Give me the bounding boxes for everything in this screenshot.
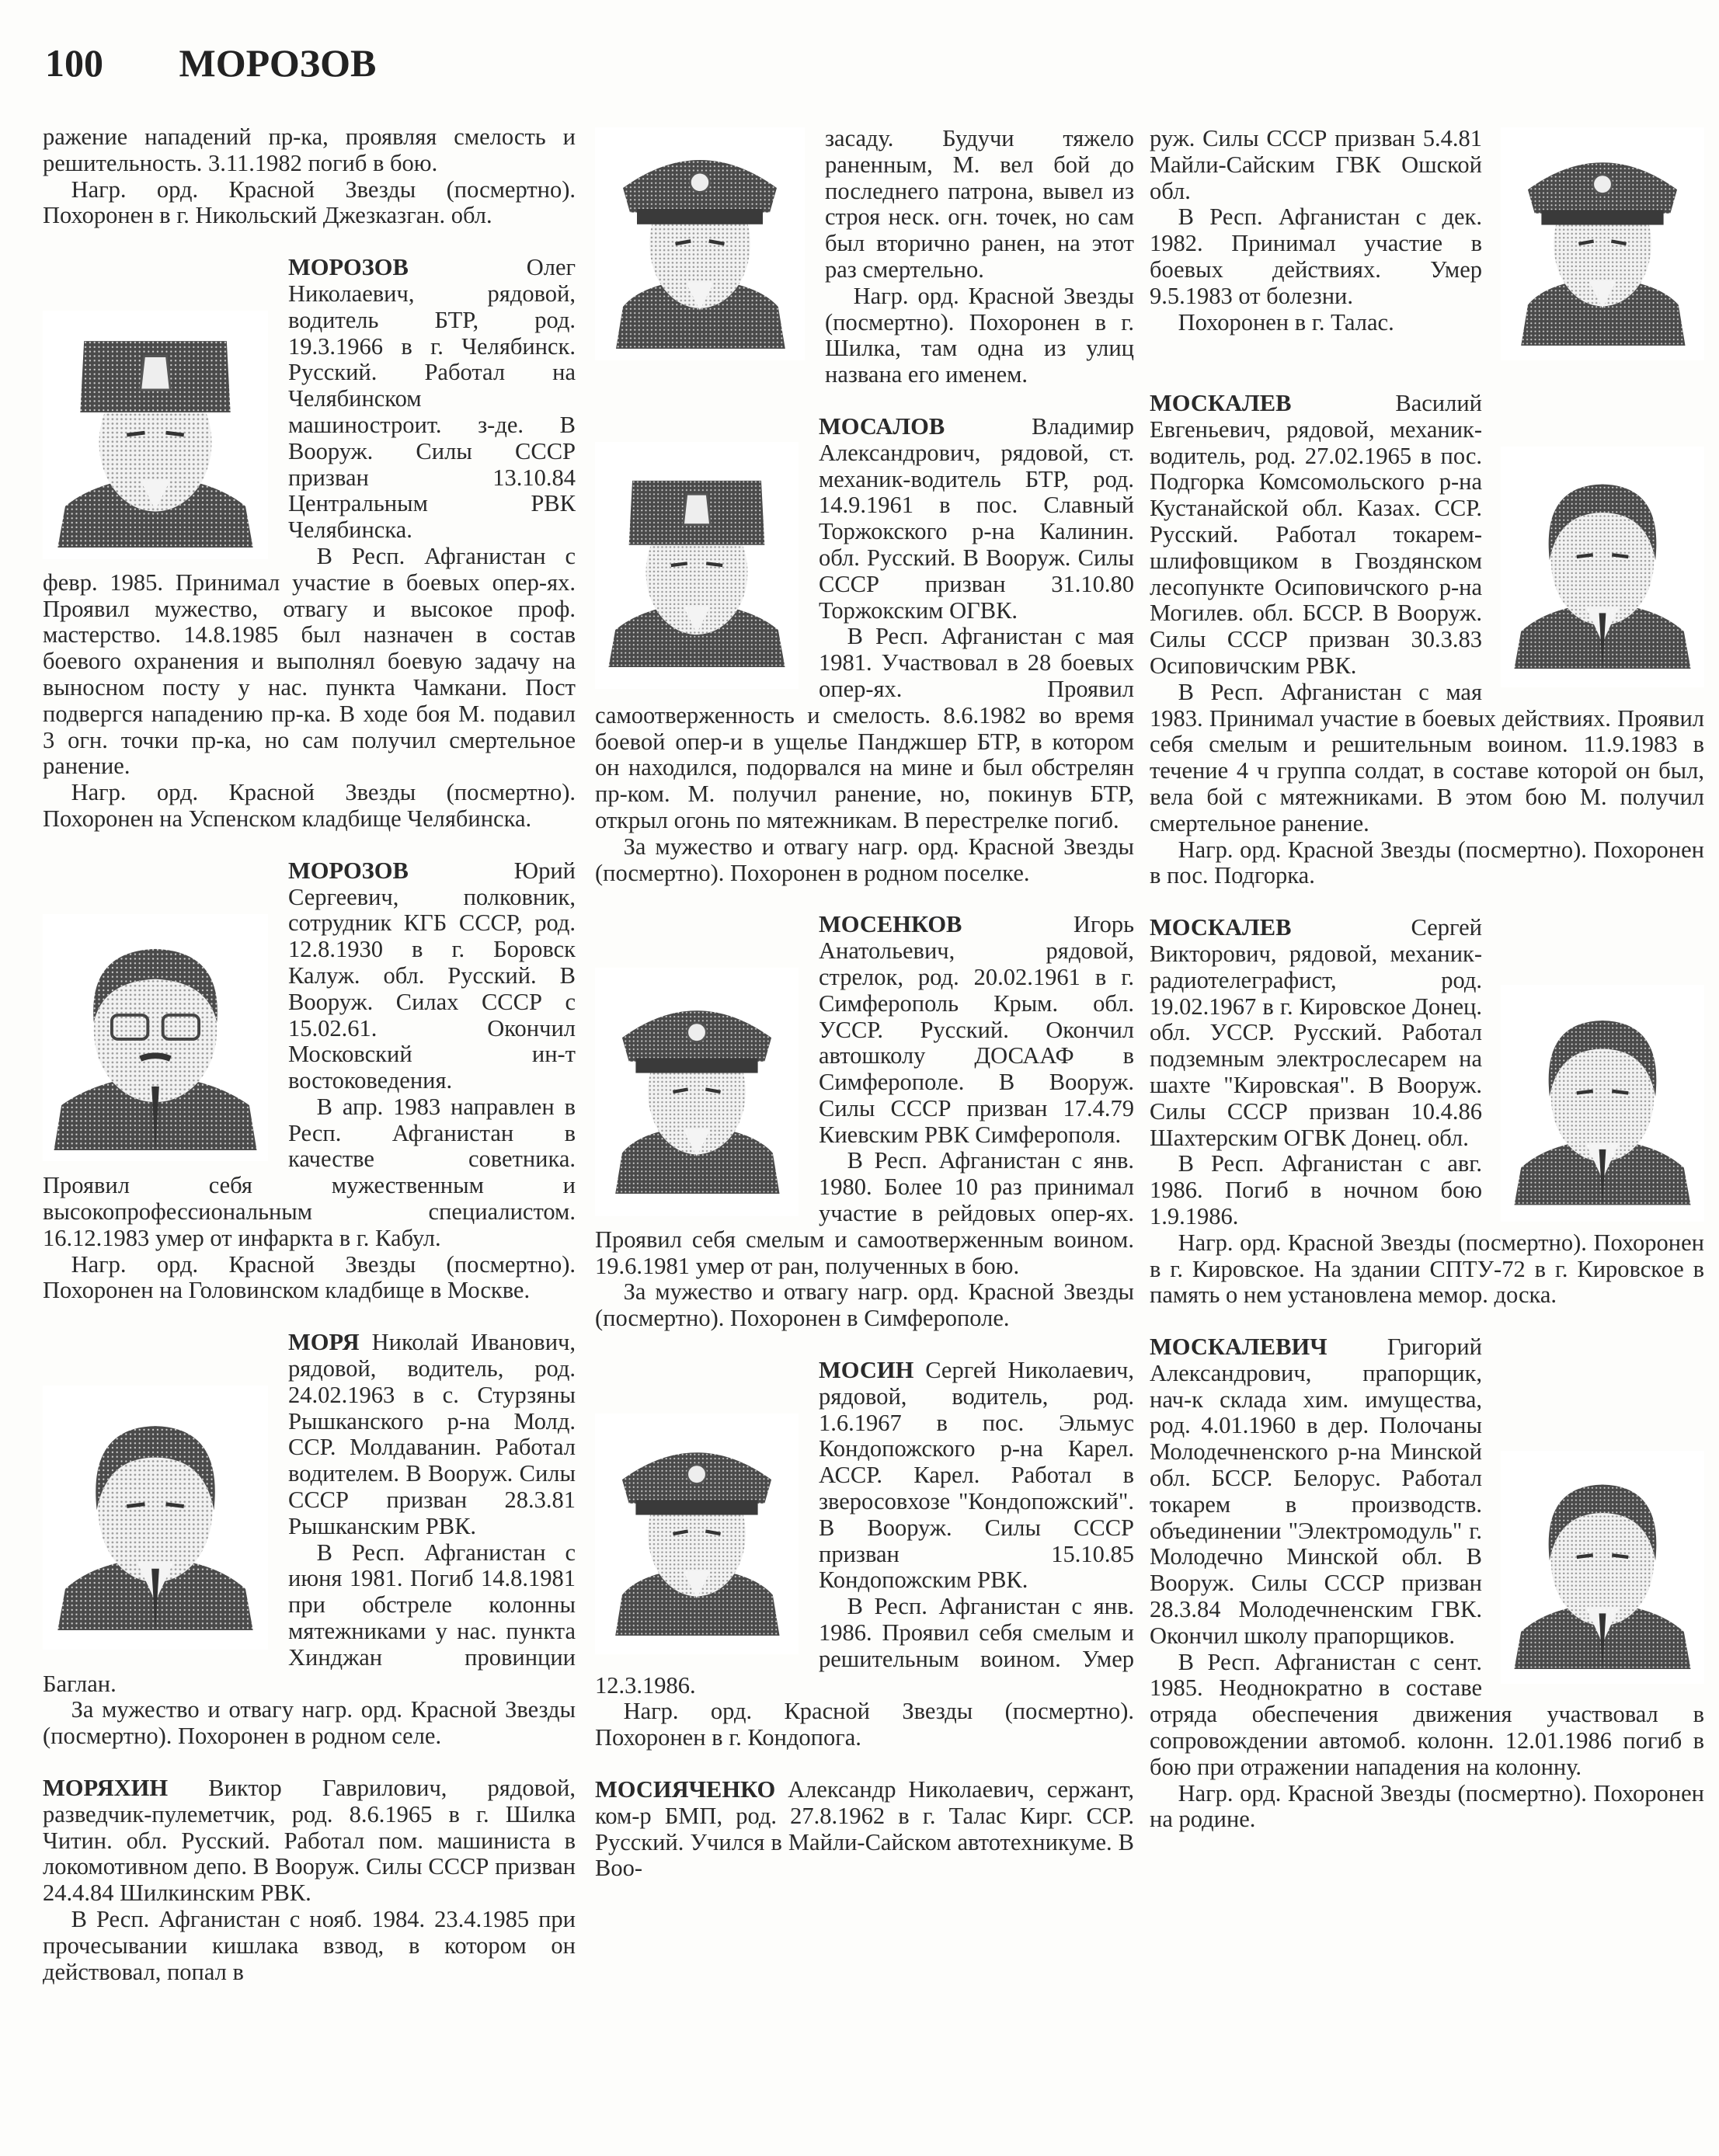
portrait-photo (595, 1414, 799, 1654)
entry-morya (43, 1330, 576, 1750)
portrait-photo (1501, 1451, 1704, 1684)
portrait-photo (43, 1386, 268, 1650)
portrait-photo (595, 442, 799, 689)
entry-morozov-oleg (43, 255, 576, 833)
entry-intro: Олег Николаевич, рядовой, водитель БТР, род. 19.3.1966 в г. Челябинск. Русский. Работал на Челябинском машиностроит. з-де. В Вооруж. Силы СССР призван 13.10.84 Центральным РВК Челябинска. (288, 254, 576, 544)
entry-continued (43, 124, 576, 229)
page-number: 100 (45, 41, 103, 85)
entry-intro: Юрий Сергеевич, полковник, сотрудник КГБ СССР, род. 12.8.1930 в г. Боровск Калуж. обл. Русский. В Вооруж. Силах СССР с 15.02.61. Окончил Московский ин-т востоковедения. (288, 857, 576, 1094)
portrait-photo (595, 968, 799, 1216)
entry-surname: МОСКАЛЕВИЧ (1150, 1334, 1328, 1361)
entry-moryakhin (43, 1775, 576, 1985)
entry-service: В Респ. Афганистан с мая 1983. Принимал участие в боевых действиях. Проявил себя смелым и решительным воином. 11.9.1983 в течение 4 ч группа солдат, в составе которой он был, вела бой с мятежниками. В этом бою М. получил смертельное ранение. (1150, 678, 1704, 836)
column-2 (595, 126, 1134, 1907)
entry-service: В апр. 1983 направлен в Респ. Афганистан в качестве советника. Проявил себя мужественным и высокопрофессиональным специалистом. 16.12.1983 умер от инфаркта в г. Кабул. (43, 1093, 576, 1251)
portrait-bareheaded-icon (1501, 985, 1704, 1222)
entry-surname: МОСИЯЧЕНКО (595, 1776, 776, 1803)
entry-surname: МОРОЗОВ (288, 857, 409, 884)
entry-mosalov (595, 414, 1134, 886)
entry-intro: Александр Николаевич, сержант, ком-р БМП, род. 27.8.1962 в г. Талас Кирг. ССР. Русский. Учился в Майли-Сайском автотехникуме. В Воо- (595, 1776, 1134, 1882)
entry-award: Нагр. орд. Красной Звезды (посмертно). Похоронен в г. Никольский Джезказган. обл. (43, 176, 576, 229)
entry-service: В Респ. Афганистан с янв. 1980. Более 10 раз принимал участие в рейдовых опер-ях. Проявил себя смелым и самоотверженным воином. 19.6.1981 умер от ран, полученных в бою. (595, 1147, 1134, 1279)
portrait-bareheaded-icon (1501, 447, 1704, 687)
entry-text: засаду. Будучи тяжело раненным, М. вел бой до последнего патрона, вывел из строя неск. огн. точек, но сам был вторично ранен, на этот раз смертельно. (825, 125, 1134, 283)
entry-surname: МОСИН (819, 1357, 914, 1384)
portrait-photo (595, 127, 805, 360)
entry-intro: Сергей Николаевич, рядовой, водитель, род. 1.6.1967 в пос. Эльмус Кондопожского р-на Карел. АССР. Карел. Работал в зверосовхозе "Кондопожский". В Вооруж. Силы СССР призван 15.10.85 Кондопожским РВК. (819, 1357, 1134, 1594)
entry-moskalev-vasily (1150, 391, 1704, 889)
portrait-ushanka-icon (43, 311, 268, 559)
portrait-photo (43, 311, 268, 559)
portrait-peaked-cap-icon (595, 968, 799, 1216)
entry-award: Нагр. орд. Красной Звезды (посмертно). Похоронен в г. Кондопога. (595, 1698, 1134, 1751)
entry-surname: МОСАЛОВ (819, 412, 945, 440)
entry-service: В Респ. Афганистан с нояб. 1984. 23.4.1985 при прочесывании кишлака взвод, в котором он действовал, попал в (43, 1906, 576, 1985)
entry-intro: Виктор Гаврилович, рядовой, разведчик-пулеметчик, род. 8.6.1965 в г. Шилка Читин. обл. Русский. Работал пом. машиниста в локомотивном депо. В Вооруж. Силы СССР призван 24.4.84 Шилкинским РВК. (43, 1775, 576, 1907)
entry-intro: Николай Иванович, рядовой, водитель, род. 24.02.1963 в с. Стурзяны Рышканского р-на Молд. ССР. Молдаванин. Работал водителем. В Вооруж. Силы СССР призван 28.3.81 Рышканским РВК. (288, 1329, 576, 1539)
entry-award: За мужество и отвагу нагр. орд. Красной Звезды (посмертно). Похоронен в родном поселке. (595, 833, 1134, 886)
page-header (45, 40, 376, 95)
entry-service: В Респ. Афганистан с янв. 1986. Проявил себя смелым и решительным воином. Умер 12.3.1986. (595, 1593, 1134, 1699)
portrait-glasses-icon (43, 914, 268, 1161)
entry-intro: Игорь Анатольевич, рядовой, стрелок, род. 20.02.1961 в г. Симферополь Крым. обл. УССР. Русский. Окончил автошколу ДОСААФ в Симферополе. В Вооруж. Силы СССР призван 17.4.79 Киевским РВК Симферополя. (819, 911, 1134, 1148)
entry-text: руж. Силы СССР призван 5.4.81 Майли-Сайским ГВК Ошской обл. (1150, 125, 1482, 204)
column-3 (1150, 126, 1704, 1859)
entry-mosin (595, 1358, 1134, 1751)
portrait-photo (1501, 985, 1704, 1222)
entry-intro: Василий Евгеньевич, рядовой, механик-водитель, род. 27.02.1965 в пос. Подгорка Комсомольского р-на Кустанайской обл. Казах. ССР. Русский. Работал токарем-шлифовщиком в Гвоздянском лесопункте Осиповичского р-на Могилев. обл. БССР. В Вооруж. Силы СССР призван 30.3.83 Осиповичским РВК. (1150, 390, 1482, 679)
entry-award: Нагр. орд. Красной Звезды (посмертно). Похоронен на Головинском кладбище в Москве. (43, 1250, 576, 1304)
portrait-photo (43, 914, 268, 1161)
entry-morozov-yuri (43, 858, 576, 1305)
entry-award: За мужество и отвагу нагр. орд. Красной Звезды (посмертно). Похоронен в родном селе. (43, 1696, 576, 1750)
entry-service: В Респ. Афганистан с авг. 1986. Погиб в ночном бою 1.9.1986. (1150, 1150, 1482, 1229)
entry-continued (1150, 126, 1704, 365)
entry-surname: МОСКАЛЕВ (1150, 390, 1292, 416)
entry-surname: МОРОЗОВ (288, 254, 409, 281)
entry-mosiyachenko (595, 1777, 1134, 1882)
entry-moskalev-sergey (1150, 915, 1704, 1309)
entry-service: В Респ. Афганистан с мая 1981. Участвовал в 28 боевых опер-ях. Проявил самоотверженность и смелость. 8.6.1982 во время боевой опер-и в ущелье Панджшер БТР, в котором он находился, подорвался на мине и был обстрелян пр-ком. М. получил ранение, но, покинув БТР, открыл огонь по мятежникам. В перестрелке погиб. (595, 623, 1134, 833)
portrait-photo (1501, 127, 1704, 360)
entry-service: В Респ. Афганистан с дек. 1982. Принимал участие в боевых действиях. Умер 9.5.1983 от болезни. (1150, 203, 1482, 309)
entry-service: В Респ. Афганистан с июня 1981. Погиб 14.8.1981 при обстреле колонны мятежниками у нас. пункта Хинджан провинции Баглан. (43, 1539, 576, 1697)
entry-mosenkov (595, 912, 1134, 1332)
entry-moskalevich (1150, 1334, 1704, 1833)
entry-award: Нагр. орд. Красной Звезды (посмертно). Похоронен в пос. Подгорка. (1150, 836, 1704, 889)
entry-surname: МОРЯ (288, 1329, 360, 1356)
entry-surname: МОСЕНКОВ (819, 911, 962, 938)
portrait-peaked-cap-icon (595, 1414, 799, 1654)
entry-intro: Григорий Александрович, прапорщик, нач-к склада хим. имущества, род. 4.01.1960 в дер. Полочаны Молодечненского р-на Минской обл. БССР. Белорус. Работал токарем в производств. объединении "Электромодуль" г. Молодечно Минской обл. В Вооруж. Силы СССР призван 28.3.84 Молодечненским ГВК. Окончил школу прапорщиков. (1150, 1334, 1482, 1649)
entry-award: За мужество и отвагу нагр. орд. Красной Звезды (посмертно). Похоронен в Симферополе. (595, 1278, 1134, 1332)
entry-text: ражение нападений пр-ка, проявляя смелость и решительность. 3.11.1982 погиб в бою. (43, 123, 576, 176)
entry-intro: Сергей Викторович, рядовой, механик-радиотелеграфист, род. 19.02.1967 в г. Кировское Донец. обл. УССР. Русский. Работал подземным электрослесарем на шахте "Кировская". В Вооруж. Силы СССР призван 10.4.86 Шахтерским ОГВК Донец. обл. (1150, 914, 1482, 1151)
portrait-bareheaded-icon (1501, 1451, 1704, 1684)
entry-award: Нагр. орд. Красной Звезды (посмертно). Похоронен в г. Кировское. На здании СПТУ-72 в г. Кировское в память о нем установлена мемор. доска. (1150, 1229, 1704, 1309)
entry-intro: Владимир Александрович, рядовой, ст. механик-водитель БТР, род. 14.9.1961 в пос. Славный Торжокского р-на Калинин. обл. Русский. В Вооруж. Силы СССР призван 31.10.80 Торжокским ОГВК. (819, 412, 1134, 624)
portrait-photo (1501, 447, 1704, 687)
column-1 (43, 124, 576, 2011)
entry-service: В Респ. Афганистан с сент. 1985. Неоднократно в составе отряда обеспечения движения участвовал в сопровождении автомоб. колонн. 12.01.1986 погиб в бою при отражении нападения на колонну. (1150, 1648, 1704, 1780)
entry-service: В Респ. Афганистан с февр. 1985. Принимал участие в боевых опер-ях. Проявил мужество, отвагу и высокое проф. мастерство. 14.8.1985 был назначен в состав боевого охранения и выполнял боевую задачу на выносном посту у нас. пункта Чамкани. Пост подвергся нападению пр-ка. В ходе боя М. подавил 3 огн. точки пр-ка, но сам получил смертельное ранение. (43, 542, 576, 780)
entry-award: Нагр. орд. Красной Звезды (посмертно). Похоронен в г. Шилка, там одна из улиц названа его именем. (825, 282, 1134, 388)
portrait-peaked-cap-icon (595, 127, 805, 360)
entry-burial: Похоронен в г. Талас. (1178, 308, 1394, 336)
entry-award: Нагр. орд. Красной Звезды (посмертно). Похоронен на Успенском кладбище Челябинска. (43, 779, 576, 832)
entry-continued (595, 126, 1134, 388)
running-title: МОРОЗОВ (179, 41, 377, 85)
portrait-ushanka-icon (595, 442, 799, 689)
portrait-peaked-cap-icon (1501, 127, 1704, 360)
entry-surname: МОРЯХИН (43, 1775, 169, 1802)
portrait-bareheaded-icon (43, 1386, 268, 1650)
entry-award: Нагр. орд. Красной Звезды (посмертно). Похоронен на родине. (1150, 1779, 1704, 1833)
entry-surname: МОСКАЛЕВ (1150, 914, 1292, 941)
